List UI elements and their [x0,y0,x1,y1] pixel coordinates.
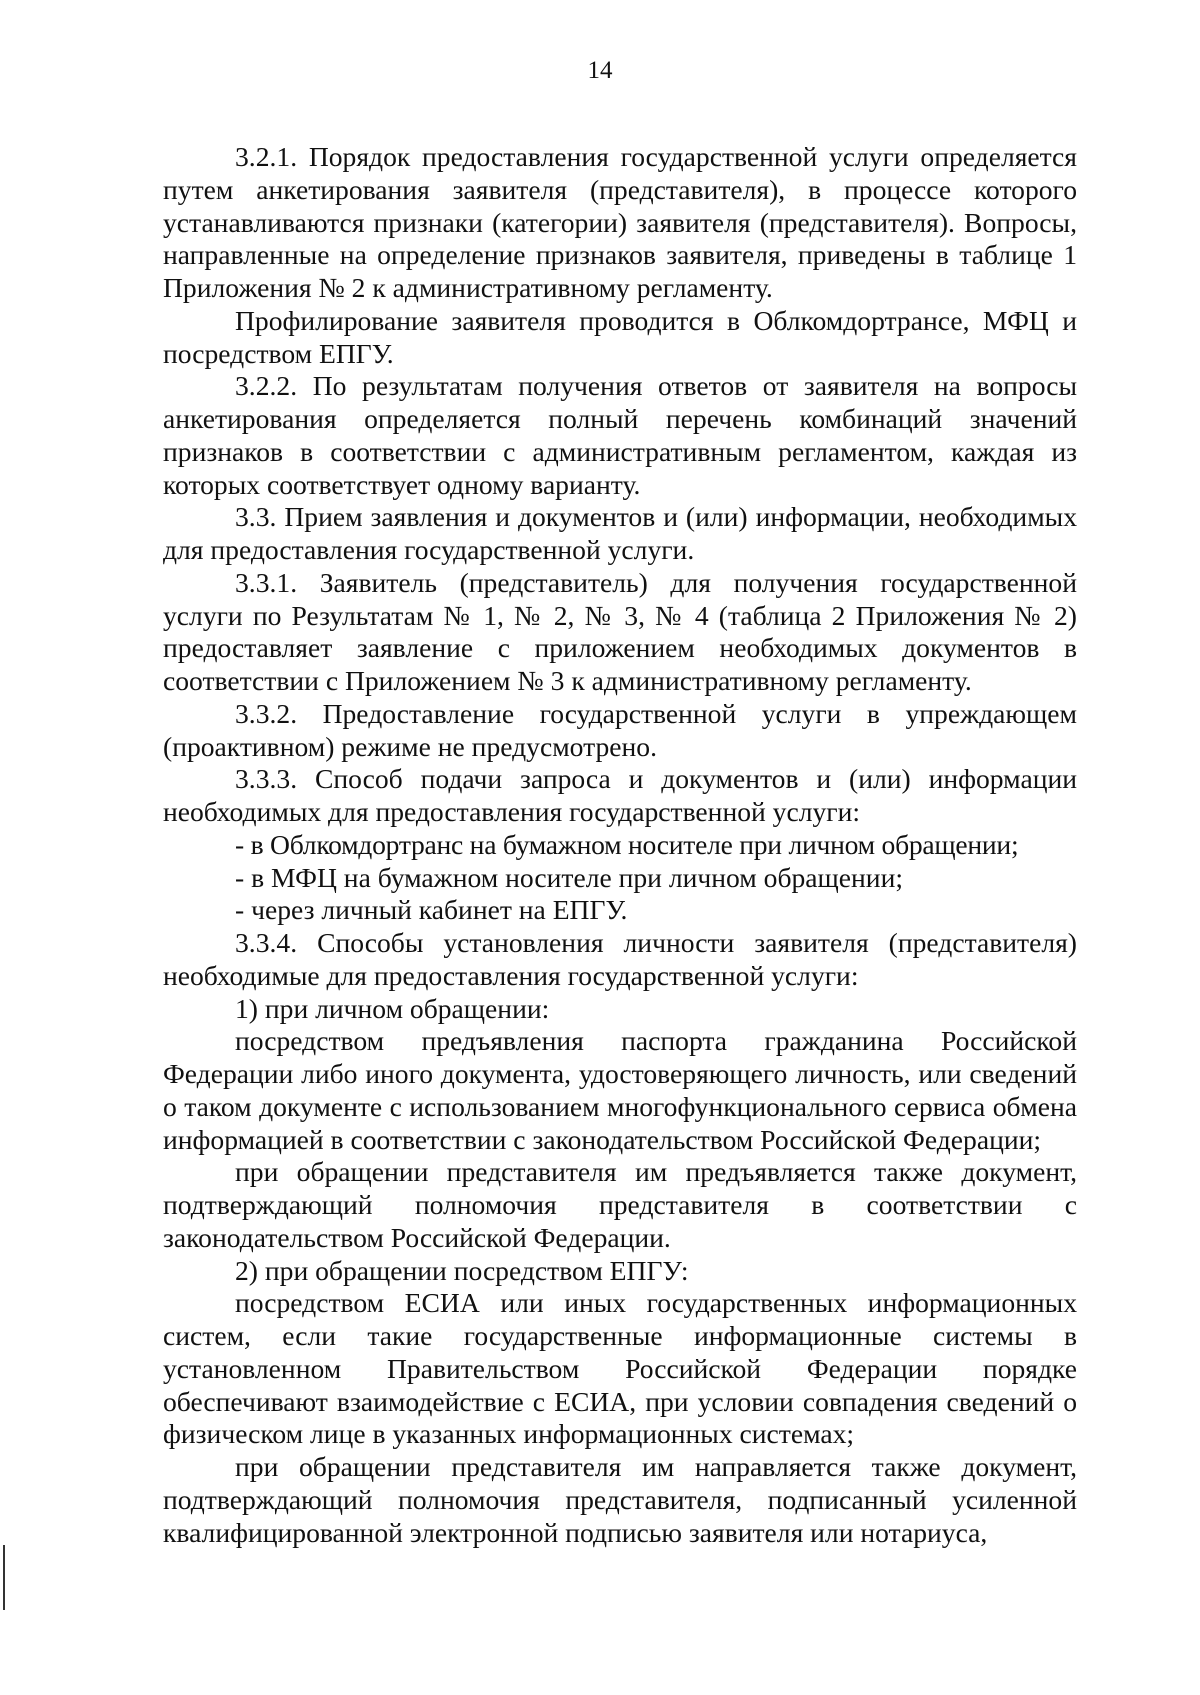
paragraph-3-3-4: 3.3.4. Способы установления личности заявителя (представителя) необходимые для предоставления государственной услуги: [163,927,1077,991]
paragraph-profiling: Профилирование заявителя проводится в Облкомдортрансе, МФЦ и посредством ЕПГУ. [163,304,1077,369]
page-number: 14 [587,57,613,84]
paragraph-representative-document: при обращении представителя им предъявляется также документ, подтверждающий полномочия представителя в соответствии с законодательством Российской Федерации. [163,1156,1077,1253]
paragraph-3-2-1: 3.2.1. Порядок предоставления государственной услуги определяется путем анкетирования заявителя (представителя), в процессе которого устанавливаются признаки (категории) заявителя (представителя). Вопросы, направленные на определение признаков заявителя, приведены в таблице 1 Приложения № 2 к административному регламенту. [163,141,1077,303]
paragraph-3-3: 3.3. Прием заявления и документов и (или) информации, необходимых для предоставления государственной услуги. [163,501,1077,565]
paragraph-3-3-1: 3.3.1. Заявитель (представитель) для получения государственной услуги по Результатам № 1, № 2, № 3, № 4 (таблица 2 Приложения № 2) предоставляет заявление с приложением необходимых документов в соответствии с Приложением № 3 к административному регламенту. [163,566,1077,696]
list-item-oblkomdortrans: - в Облкомдортранс на бумажном носителе при личном обращении; [235,828,1019,860]
paragraph-3-3-3: 3.3.3. Способ подачи запроса и документов и (или) информации необходимых для предоставления государственной услуги: [163,763,1077,827]
paragraph-3-2-2: 3.2.2. По результатам получения ответов от заявителя на вопросы анкетирования определяется полный перечень комбинаций значений признаков в соответствии с административным регламентом, каждая из которых соответствует одному варианту. [163,370,1077,500]
list-item-personal-visit: 1) при личном обращении: [235,992,550,1024]
list-item-epgu-cabinet: - через личный кабинет на ЕПГУ. [235,894,628,926]
paragraph-3-3-2: 3.3.2. Предоставление государственной услуги в упреждающем (проактивном) режиме не предусмотрено. [163,697,1077,762]
paragraph-passport: посредством предъявления паспорта гражданина Российской Федерации либо иного документа, удостоверяющего личность, или сведений о таком документе с использованием многофункционального сервиса обмена информацией в соответствии с законодательством Российской Федерации; [163,1025,1077,1155]
document-body [163,141,1077,1549]
scan-edge-mark [3,1545,5,1610]
list-item-via-epgu: 2) при обращении посредством ЕПГУ: [235,1254,689,1286]
list-item-mfc: - в МФЦ на бумажном носителе при личном обращении; [235,861,904,893]
paragraph-esia: посредством ЕСИА или иных государственных информационных систем, если такие государственные информационные системы в установленном Правительством Российской Федерации порядке обеспечивают взаимодействие с ЕСИА, при условии совпадения сведений о физическом лице в указанных информационных системах; [163,1287,1077,1450]
paragraph-representative-signature: при обращении представителя им направляется также документ, подтверждающий полномочия представителя, подписанный усиленной квалифицированной электронной подписью заявителя или нотариуса, [163,1451,1077,1548]
